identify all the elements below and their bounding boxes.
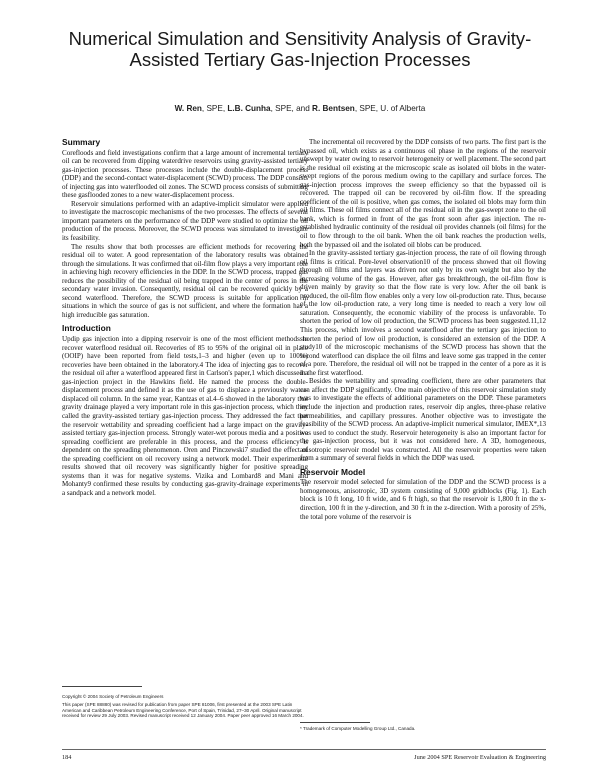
right-paragraph-1: The incremental oil recovered by the DDP consists of two parts. The first part is the bypassed oil, which exists as a continuous oil phase in the regions of the reservoir unswept by water owing to reservoir heterogeneity or well placement. The second part is the residual oil existing at the microscopic scale as isolated oil blobs in the water-swept regions of the porous medium owing to the capillary and surface forces. The gas-injection process improves the sweep efficiency so that the bypassed oil is recovered. The trapped oil can be recovered by oil-film flow. If the spreading coefficient of the oil is positive, when gas comes, the isolated oil blobs may form thin oil films. These oil films connect all of the residual oil in the gas-swept zone to the oil bank, which is formed in front of the gas front soon after gas injection. The re-established hydraulic continuity of the residual oil provides channels (oil films) for the oil to flow through to the oil bank. When the oil bank reaches the production wells, both the bypassed oil and the isolated oil blobs can be produced.	[300, 138, 546, 249]
introduction-paragraph-1: Updip gas injection into a dipping reservoir is one of the most efficient methods to recover waterflood residual oil. Recoveries of 85 to 95% of the original oil in place (OOIP) have been reported from field tests,1–3 and higher (even up to 100%) recoveries have been obtained in the laboratory.4 The idea of injecting gas to recover the residual oil after a waterflood appeared first in Carlson's paper,1 which discussed a gas-injection project in the Hawkins field. He named the process the double-displacement process and defined it as the use of gas to displace a previously water-displaced oil column. In the same year, Kantzas et al.4–6 showed in the laboratory that gravity drainage played a very important role in this gas-injection process, which they called the gravity-assisted tertiary gas-injection process. They addressed the fact that the reservoir wettability and spreading coefficient had a large impact on the gravity-assisted tertiary gas-injection process. Strongly water-wet porous media and a positive spreading coefficient are preferable in this process, and the process efficiency is dependent on the spreading phenomenon. Oren and Pinczewski7 studied the effect of the spreading coefficient on oil recovery using a network model. Their experimental results showed that oil recovery was significantly higher for positive spreading systems than it was for negative systems. Vizika and Lombard8 and Mani and Mohanty9 confirmed these results by conducting gas-gravity-drainage experiments in a sandpack and a network model.	[62, 335, 308, 497]
footnote-rule-right	[300, 722, 370, 723]
footnote-copyright-block	[62, 694, 308, 719]
author-ren: W. Ren	[174, 104, 202, 113]
author-cunha: L.B. Cunha	[227, 104, 271, 113]
summary-paragraph-2: Reservoir simulations performed with an adaptive-implicit simulator were applied to investigate the macroscopic mechanisms of the two processes. The effects of several important parameters on the performance of the DDP were studied to optimize the oil production of the process. Moreover, the SCWD process was simulated to investigate its feasibility.	[62, 199, 308, 243]
right-paragraph-3: Besides the wettability and spreading coefficient, there are other parameters that can affect the DDP significantly. One main objective of this reservoir simulation study was to investigate the effects of additional parameters on the DDP. These parameters include the injection and production rates, reservoir dip angles, three-phase relative permeabilities, and capillary pressures. Another objective was to investigate the feasibility of the SCWD process. An adaptive-implicit numerical simulator, IMEX*,13 was used to conduct the study. Reservoir heterogeneity is also an important factor for the gas-injection process, but it was not considered here. A 3D, homogeneous, anisotropic reservoir model was constructed. All the reservoir properties were taken from a summary of several fields in which the DDP was used.	[300, 377, 546, 463]
right-column	[300, 138, 546, 521]
page-number: 184	[62, 754, 72, 761]
introduction-heading: Introduction	[62, 323, 111, 334]
left-column	[62, 138, 308, 497]
footnote-rule-left	[62, 686, 142, 687]
reservoir-model-paragraph: The reservoir model selected for simulation of the DDP and the SCWD process is a homogeneous, anisotropic, 3D system consisting of 9,000 gridblocks (Fig. 1). Each block is 10 ft long, 10 ft wide, and 6 ft high, so that the reservoir is 1,800 ft in the x-direction, 100 ft in the y-direction, and 30 ft in the z-direction. With a porosity of 25%, the total pore volume of the reservoir is	[300, 478, 546, 521]
paper-title: Numerical Simulation and Sensitivity Analysis of Gravity-Assisted Tertiary Gas-Injection Processes	[68, 28, 532, 70]
author-bentsen: R. Bentsen	[312, 104, 355, 113]
footer-rule	[62, 749, 546, 750]
author-cunha-affiliation: , SPE, and	[270, 104, 313, 113]
author-line	[40, 104, 560, 113]
trademark-footnote: * Trademark of Computer Modelling Group Ltd., Canada.	[300, 726, 416, 731]
author-bentsen-affiliation: , SPE, U. of Alberta	[354, 104, 426, 113]
summary-heading: Summary	[62, 137, 101, 147]
right-paragraph-2: In the gravity-assisted tertiary gas-injection process, the rate of oil flowing through oil films is critical. Pore-level observation10 of the process showed that oil flowing through oil films and layers was driven not only by its own weight but also by the increasing volume of the gas. However, after gas breakthrough, the oil-film flow is driven mainly by gravity so that the flow rate is very low. After the oil bank is produced, the oil-film flow enables only a very low oil-production rate. Thus, because of the low oil-production rate, a very long time is needed to reach a very low oil saturation. Consequently, the economic viability of the process is unfavorable. To shorten the period of low oil production, the SCWD process has been suggested.11,12 This process, which involves a second waterflood after the tertiary gas injection to shorten the period of low oil production, is considered an extension of the DDP. A study10 of the microscopic mechanisms of the SCWD process has shown that the second waterflood can displace the oil films and leave some gas trapped in the center of a pore. Therefore, the residual oil will not be trapped in the center of a pore as it is in the first waterflood.	[300, 249, 546, 377]
author-ren-affiliation: , SPE,	[201, 104, 228, 113]
copyright-notice: Copyright © 2004 Society of Petroleum Engineers	[62, 694, 164, 699]
summary-paragraph-3: The results show that both processes are efficient methods for recovering the residual oil to water. A good representation of the laboratory results was obtained through the simulations. It was confirmed that oil-film flow plays a very important role in achieving high recovery efficiencies in the DDP. In the SCWD process, trapped gas reduces the possibility of the residual oil being trapped in the center of pores in the secondary water invasion. Consequently, residual oil can be recovered quickly by a second waterflood. Therefore, the SCWD process is suitable for application in situations in which the source of gas is not sufficient, and where the formation has a high irreducible gas saturation.	[62, 242, 308, 319]
summary-paragraph-1: Corefloods and field investigations confirm that a large amount of incremental tertiary oil can be recovered from dipping waterdrive reservoirs using gravity-assisted tertiary gas-injection processes. These processes include the double-displacement process (DDP) and the second-contact water-displacement (SCWD) process. The DDP consists of injecting gas into waterflooded oil zones. The SCWD process consists of submitting these gasflooded zones to a new water-displacement process.	[62, 148, 308, 200]
paper-history-note: This paper (SPE 88880) was revised for publication from paper SPE 81006, first presented at the 2003 SPE Latin American and Caribbean Petroleum Engineering Conference, Port of Spain, Trinidad, 27–30 April. Original manuscript received for review 29 July 2003. Revised manuscript received 12 January 2004. Paper peer approved 16 March 2004.	[62, 702, 304, 719]
reservoir-model-heading: Reservoir Model	[300, 466, 366, 477]
journal-citation: June 2004 SPE Reservoir Evaluation & Engineering	[414, 754, 546, 761]
